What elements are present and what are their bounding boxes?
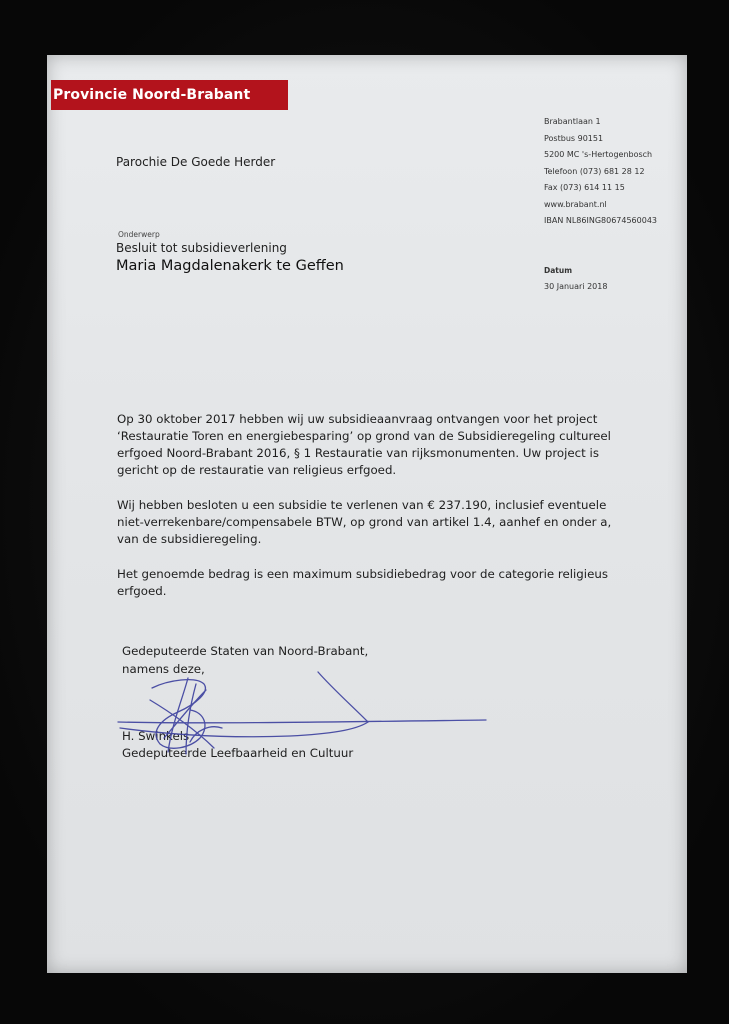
body-line: niet-verrekenbare/compensabele BTW, op grond van artikel 1.4, aanhef en onder a, — [117, 515, 612, 529]
body-paragraph — [117, 566, 647, 600]
body-line: Het genoemde bedrag is een maximum subsidiebedrag voor de categorie religieus — [117, 567, 608, 581]
body-line: erfgoed Noord-Brabant 2016, § 1 Restauratie van rijksmonumenten. Uw project is — [117, 446, 599, 460]
body-line: gericht op de restauratie van religieus erfgoed. — [117, 463, 397, 477]
address-line: IBAN NL86ING80674560043 — [544, 216, 657, 225]
letterhead-address — [544, 114, 657, 230]
address-line: Telefoon (073) 681 28 12 — [544, 166, 645, 176]
closing-line: namens deze, — [122, 662, 205, 676]
body-line: ‘Restauratie Toren en energiebesparing’ op grond van de Subsidieregeling cultureel — [117, 429, 611, 443]
recipient: Parochie De Goede Herder — [116, 155, 276, 169]
body-line: van de subsidieregeling. — [117, 532, 262, 546]
closing-line: Gedeputeerde Staten van Noord-Brabant, — [122, 644, 369, 658]
body-line: Op 30 oktober 2017 hebben wij uw subsidieaanvraag ontvangen voor het project — [117, 412, 598, 426]
closing — [122, 642, 368, 678]
signer-block — [122, 728, 353, 762]
date-label: Datum — [544, 266, 573, 275]
body-line: Wij hebben besloten u een subsidie te verlenen van € 237.190, inclusief eventuele — [117, 498, 607, 512]
subject-label: Onderwerp — [118, 230, 160, 239]
address-line: Postbus 90151 — [544, 133, 604, 143]
date-value: 30 Januari 2018 — [544, 282, 608, 291]
address-line: Fax (073) 614 11 15 — [544, 183, 625, 192]
address-line: 5200 MC 's-Hertogenbosch — [544, 150, 653, 159]
subject-line-2: Maria Magdalenakerk te Geffen — [116, 258, 344, 274]
body-line: erfgoed. — [117, 584, 167, 598]
signer-name: H. Swinkels — [122, 729, 190, 743]
address-line: www.brabant.nl — [544, 199, 607, 209]
signer-title: Gedeputeerde Leefbaarheid en Cultuur — [122, 746, 354, 760]
address-line: Brabantlaan 1 — [544, 117, 601, 126]
body-paragraph — [117, 497, 647, 548]
subject-line-1: Besluit tot subsidieverlening — [116, 241, 287, 255]
body-paragraph — [117, 411, 647, 479]
letterhead-brand: Provincie Noord-Brabant — [51, 80, 288, 110]
letter-body — [117, 411, 647, 618]
